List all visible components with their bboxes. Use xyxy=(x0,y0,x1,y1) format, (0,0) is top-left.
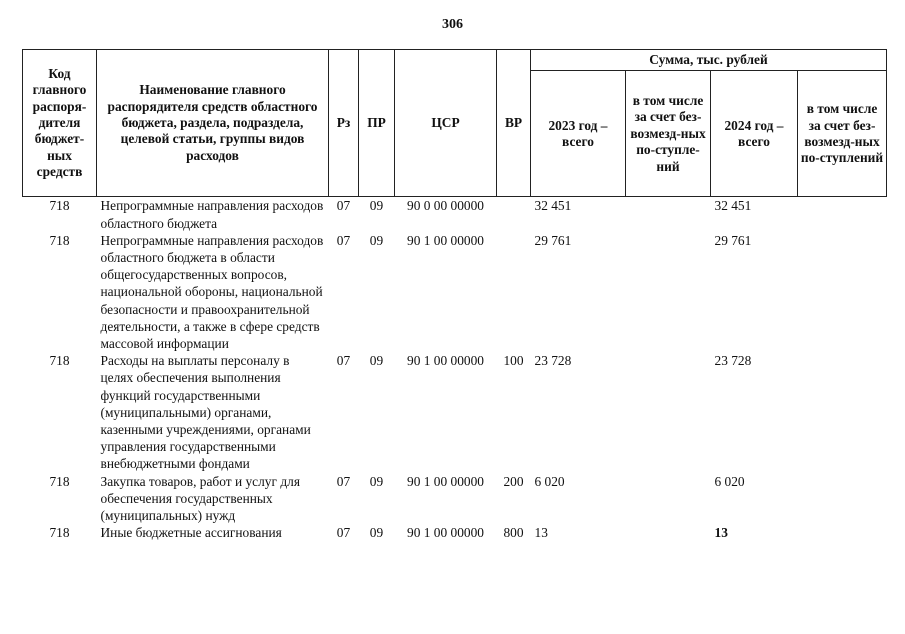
table-row xyxy=(23,473,887,525)
header-pr: ПР xyxy=(359,50,395,197)
cell-rz: 07 xyxy=(336,198,351,214)
cell-rz: 07 xyxy=(336,353,351,369)
cell-csr: 90 1 00 00000 xyxy=(407,232,484,248)
cell-csr: 90 1 00 00000 xyxy=(407,353,484,369)
cell-2024-total: 6 020 xyxy=(714,473,745,489)
cell-name: Иные бюджетные ассигнования xyxy=(100,525,282,541)
cell-pr: 09 xyxy=(369,525,384,541)
cell-code: 718 xyxy=(49,353,70,369)
cell-vr: 100 xyxy=(503,353,524,369)
cell-vr: 800 xyxy=(503,525,524,541)
header-2024-total: 2024 год – всего xyxy=(711,71,798,197)
cell-2023-total: 32 451 xyxy=(534,198,572,214)
cell-code: 718 xyxy=(49,525,70,541)
cell-2023-grants xyxy=(626,352,711,472)
header-sum-group: Сумма, тыс. рублей xyxy=(531,50,887,71)
page-number: 306 xyxy=(442,17,463,32)
table-row xyxy=(23,352,887,472)
cell-name: Закупка товаров, работ и услуг для обеспечения государственных (муниципальных) нужд xyxy=(100,473,300,524)
header-2023-total: 2023 год – всего xyxy=(531,71,626,197)
header-name: Наименование главного распорядителя средств областного бюджета, раздела, подраздела, целевой статьи, группы видов расходов xyxy=(97,50,329,197)
cell-2023-grants xyxy=(626,473,711,525)
cell-code: 718 xyxy=(49,473,70,489)
cell-2024-grants xyxy=(798,352,887,472)
budget-table xyxy=(22,49,887,541)
cell-vr xyxy=(497,197,531,232)
cell-name: Расходы на выплаты персоналу в целях обеспечения выполнения функций государственными (муниципальными) органами, казенными учреждениями, органами управления государственными внебюджетными фондами xyxy=(100,353,311,472)
cell-2024-total: 23 728 xyxy=(714,353,752,369)
cell-2024-grants xyxy=(798,524,887,541)
cell-csr: 90 1 00 00000 xyxy=(407,473,484,489)
header-vr: ВР xyxy=(497,50,531,197)
cell-pr: 09 xyxy=(369,353,384,369)
table-body xyxy=(23,197,887,542)
cell-2024-grants xyxy=(798,197,887,232)
table-header xyxy=(23,50,887,197)
cell-csr: 90 1 00 00000 xyxy=(407,525,484,541)
cell-name: Непрограммные направления расходов областного бюджета xyxy=(100,198,324,231)
cell-code: 718 xyxy=(49,198,70,214)
cell-2024-total: 13 xyxy=(714,525,728,541)
header-code: Код главного распоря-дителя бюджет-ных средств xyxy=(23,50,97,197)
header-2024-grants: в том числе за счет без-возмезд-ных по-ступлений xyxy=(798,71,887,197)
table-row xyxy=(23,524,887,541)
cell-2023-total: 29 761 xyxy=(534,232,572,248)
header-2023-grants: в том числе за счет без-возмезд-ных по-ступле-ний xyxy=(626,71,711,197)
cell-vr xyxy=(497,232,531,352)
cell-csr: 90 0 00 00000 xyxy=(407,198,484,214)
header-csr: ЦСР xyxy=(395,50,497,197)
cell-2023-grants xyxy=(626,524,711,541)
cell-2024-total: 29 761 xyxy=(714,232,752,248)
cell-2023-total: 13 xyxy=(534,525,548,541)
table-row xyxy=(23,232,887,352)
table-row xyxy=(23,197,887,232)
cell-vr: 200 xyxy=(503,473,524,489)
cell-2024-grants xyxy=(798,473,887,525)
cell-2023-grants xyxy=(626,197,711,232)
cell-rz: 07 xyxy=(336,525,351,541)
cell-2023-grants xyxy=(626,232,711,352)
cell-rz: 07 xyxy=(336,473,351,489)
header-rz: Рз xyxy=(329,50,359,197)
cell-2024-grants xyxy=(798,232,887,352)
cell-name: Непрограммные направления расходов областного бюджета в области общегосударственных вопросов, национальной обороны, национальной безопасности и правоохранительной деятельности, а также в сфере средств массовой информации xyxy=(100,232,324,352)
cell-2023-total: 6 020 xyxy=(534,473,565,489)
cell-pr: 09 xyxy=(369,232,384,248)
cell-rz: 07 xyxy=(336,232,351,248)
cell-2023-total: 23 728 xyxy=(534,353,572,369)
cell-code: 718 xyxy=(49,232,70,248)
cell-pr: 09 xyxy=(369,198,384,214)
cell-pr: 09 xyxy=(369,473,384,489)
cell-2024-total: 32 451 xyxy=(714,198,752,214)
